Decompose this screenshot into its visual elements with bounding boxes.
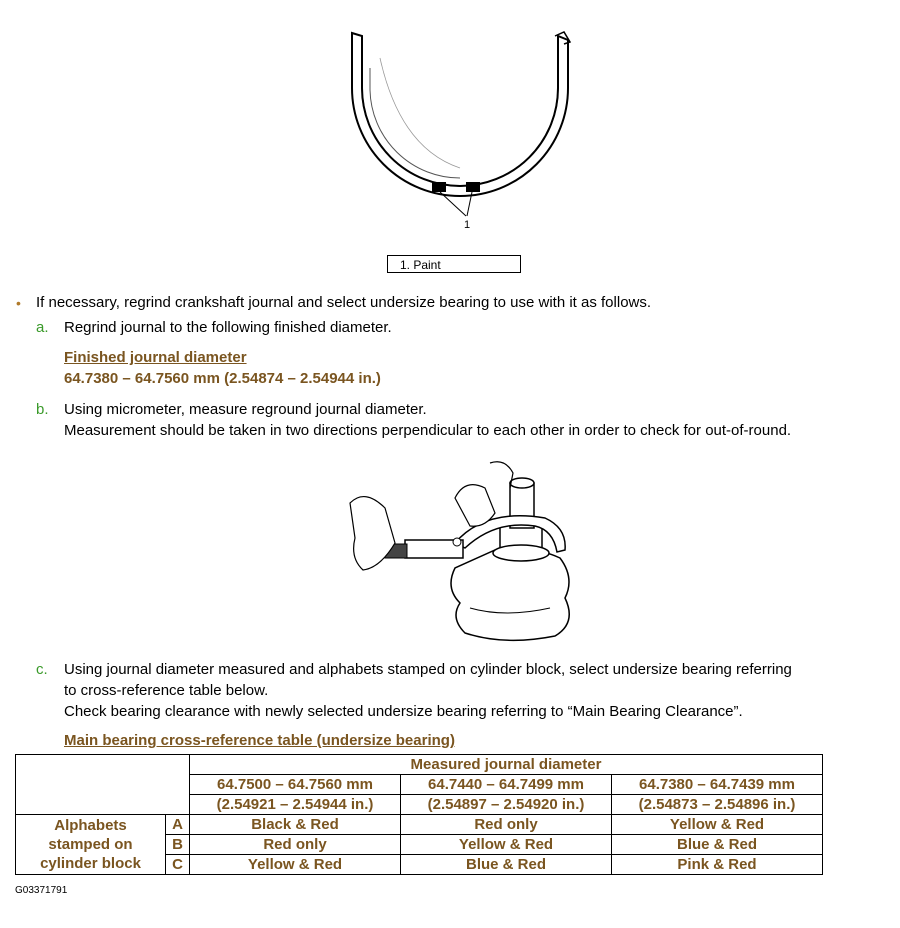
bullet-dot: • <box>16 295 21 311</box>
column-in: (2.54873 – 2.54896 in.) <box>612 795 823 815</box>
column-in: (2.54921 – 2.54944 in.) <box>190 795 401 815</box>
step-c-line3: Check bearing clearance with newly selected undersize bearing referring to “Main Bearing Clearance”. <box>64 703 743 720</box>
cross-reference-table <box>15 754 823 875</box>
step-c-line1: Using journal diameter measured and alphabets stamped on cylinder block, select undersize bearing referring <box>64 661 792 678</box>
row-letter: A <box>166 815 190 835</box>
step-a-text: Regrind journal to the following finished diameter. <box>64 319 392 336</box>
table-cell: Blue & Red <box>401 855 612 875</box>
row-header-line: Alphabets <box>54 817 127 834</box>
row-header-cell <box>16 815 166 875</box>
bullet-item <box>16 293 21 314</box>
step-b-line2: Measurement should be taken in two directions perpendicular to each other in order to check for out-of-round. <box>64 422 792 439</box>
row-header-line: stamped on <box>48 836 133 853</box>
callout-1: 1 <box>464 219 471 231</box>
row-letter: C <box>166 855 190 875</box>
table-cell: Yellow & Red <box>401 835 612 855</box>
bearing-shell-illustration <box>340 28 580 238</box>
row-header-line: cylinder block <box>40 855 141 872</box>
table-row <box>16 815 823 835</box>
step-a-letter: a. <box>36 319 49 336</box>
step-c-line2: to cross-reference table below. <box>64 682 269 699</box>
table-cell: Yellow & Red <box>612 815 823 835</box>
corner-cell <box>16 755 190 815</box>
figure-caption: 1. Paint <box>387 255 521 273</box>
row-letter: B <box>166 835 190 855</box>
table-cell: Pink & Red <box>612 855 823 875</box>
table-cell: Black & Red <box>190 815 401 835</box>
column-mm: 64.7440 – 64.7499 mm <box>401 775 612 795</box>
column-mm: 64.7500 – 64.7560 mm <box>190 775 401 795</box>
step-b-letter: b. <box>36 401 49 418</box>
micrometer-illustration <box>345 458 575 646</box>
spec-value: 64.7380 – 64.7560 mm (2.54874 – 2.54944 in.) <box>64 370 381 387</box>
table-cell: Blue & Red <box>612 835 823 855</box>
column-in: (2.54897 – 2.54920 in.) <box>401 795 612 815</box>
spec-title: Finished journal diameter <box>64 349 247 366</box>
table-title: Main bearing cross-reference table (undersize bearing) <box>64 732 455 749</box>
intro-text: If necessary, regrind crankshaft journal and select undersize bearing to use with it as follows. <box>36 294 652 311</box>
measured-header: Measured journal diameter <box>190 755 823 775</box>
table-cell: Red only <box>190 835 401 855</box>
figure-code: G03371791 <box>15 885 68 896</box>
step-b-line1: Using micrometer, measure reground journal diameter. <box>64 401 427 418</box>
step-c-letter: c. <box>36 661 48 678</box>
table-header-row <box>16 755 823 775</box>
column-mm: 64.7380 – 64.7439 mm <box>612 775 823 795</box>
table-cell: Red only <box>401 815 612 835</box>
table-cell: Yellow & Red <box>190 855 401 875</box>
